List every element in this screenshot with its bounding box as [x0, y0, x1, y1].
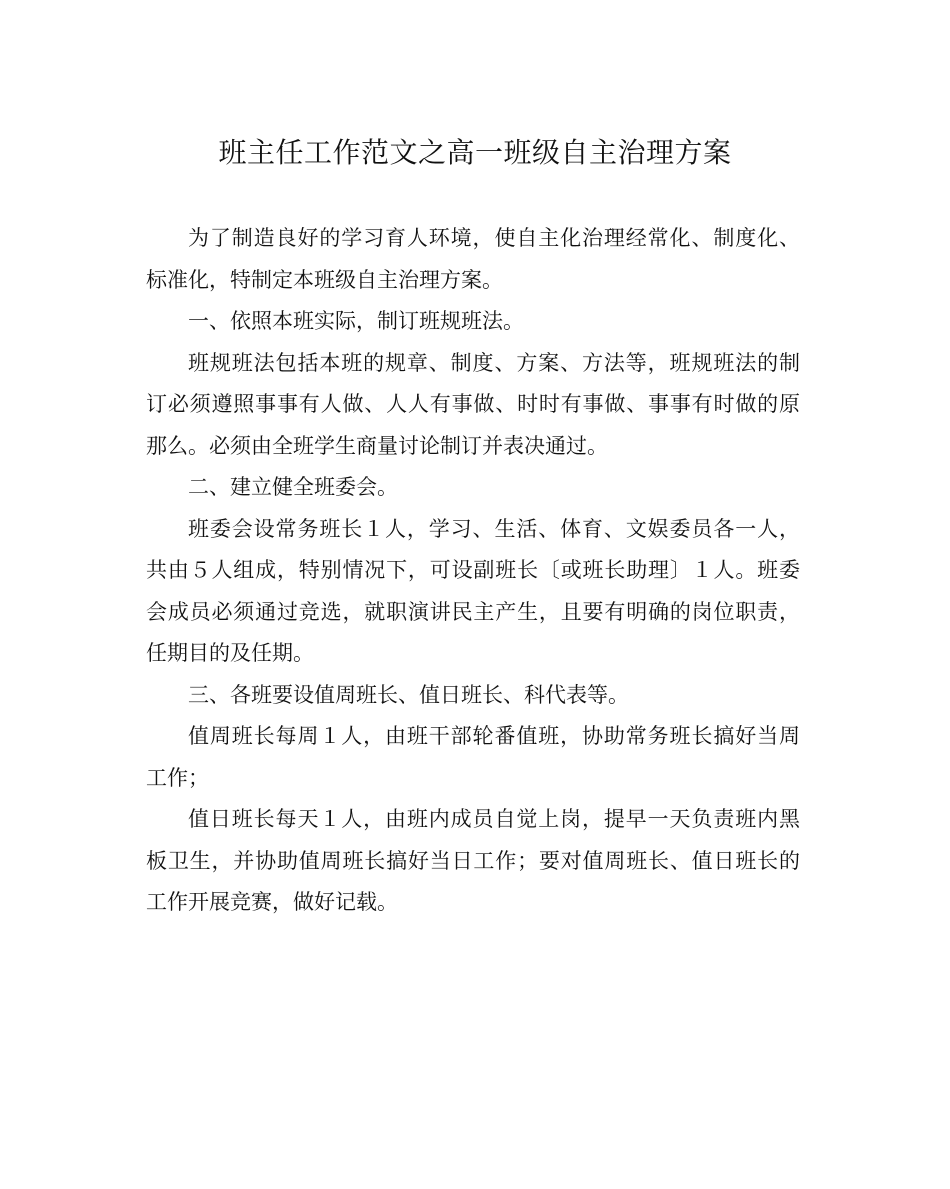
paragraph-line: 标准化，特制定本班级自主治理方案。	[146, 267, 503, 292]
paragraph-line: 会成员必须通过竞选，就职演讲民主产生，且要有明确的岗位职责，	[146, 599, 800, 624]
section-heading-3	[146, 675, 800, 717]
paragraph-weekly-monitor	[146, 716, 800, 799]
paragraph-committee	[146, 509, 800, 675]
section-heading-2	[146, 467, 800, 509]
document-body	[146, 218, 800, 924]
paragraph-line: 班委会设常务班长１人，学习、生活、体育、文娱委员各一人，	[188, 516, 800, 541]
heading-line: 二、建立健全班委会。	[188, 475, 398, 499]
paragraph-line: 共由５人组成，特别情况下，可设副班长〔或班长助理〕１人。班委	[146, 558, 800, 582]
paragraph-line: 板卫生，并协助值周班长搞好当日工作；要对值周班长、值日班长的	[146, 848, 800, 873]
paragraph-line: 值日班长每天１人，由班内成员自觉上岗，提早一天负责班内黑	[188, 807, 800, 831]
heading-line: 三、各班要设值周班长、值日班长、科代表等。	[188, 682, 629, 707]
paragraph-line: 工作；	[146, 765, 209, 790]
paragraph-line: 为了制造良好的学习育人环境，使自主化治理经常化、制度化、	[188, 226, 800, 250]
paragraph-line: 任期目的及任期。	[146, 641, 314, 665]
paragraph-line: 那么。必须由全班学生商量讨论制订并表决通过。	[146, 433, 608, 458]
paragraph-intro	[146, 218, 800, 301]
paragraph-daily-monitor	[146, 799, 800, 924]
document-title: 班主任工作范文之高一班级自主治理方案	[218, 136, 732, 169]
paragraph-rules	[146, 343, 800, 468]
heading-line: 一、依照本班实际，制订班规班法。	[188, 309, 524, 333]
paragraph-line: 订必须遵照事事有人做、人人有事做、时时有事做、事事有时做的原	[146, 392, 800, 416]
section-heading-1	[146, 301, 800, 343]
paragraph-line: 值周班长每周１人，由班干部轮番值班，协助常务班长搞好当周	[188, 724, 800, 748]
paragraph-line: 班规班法包括本班的规章、制度、方案、方法等，班规班法的制	[188, 350, 800, 375]
paragraph-line: 工作开展竞赛，做好记载。	[146, 890, 398, 914]
